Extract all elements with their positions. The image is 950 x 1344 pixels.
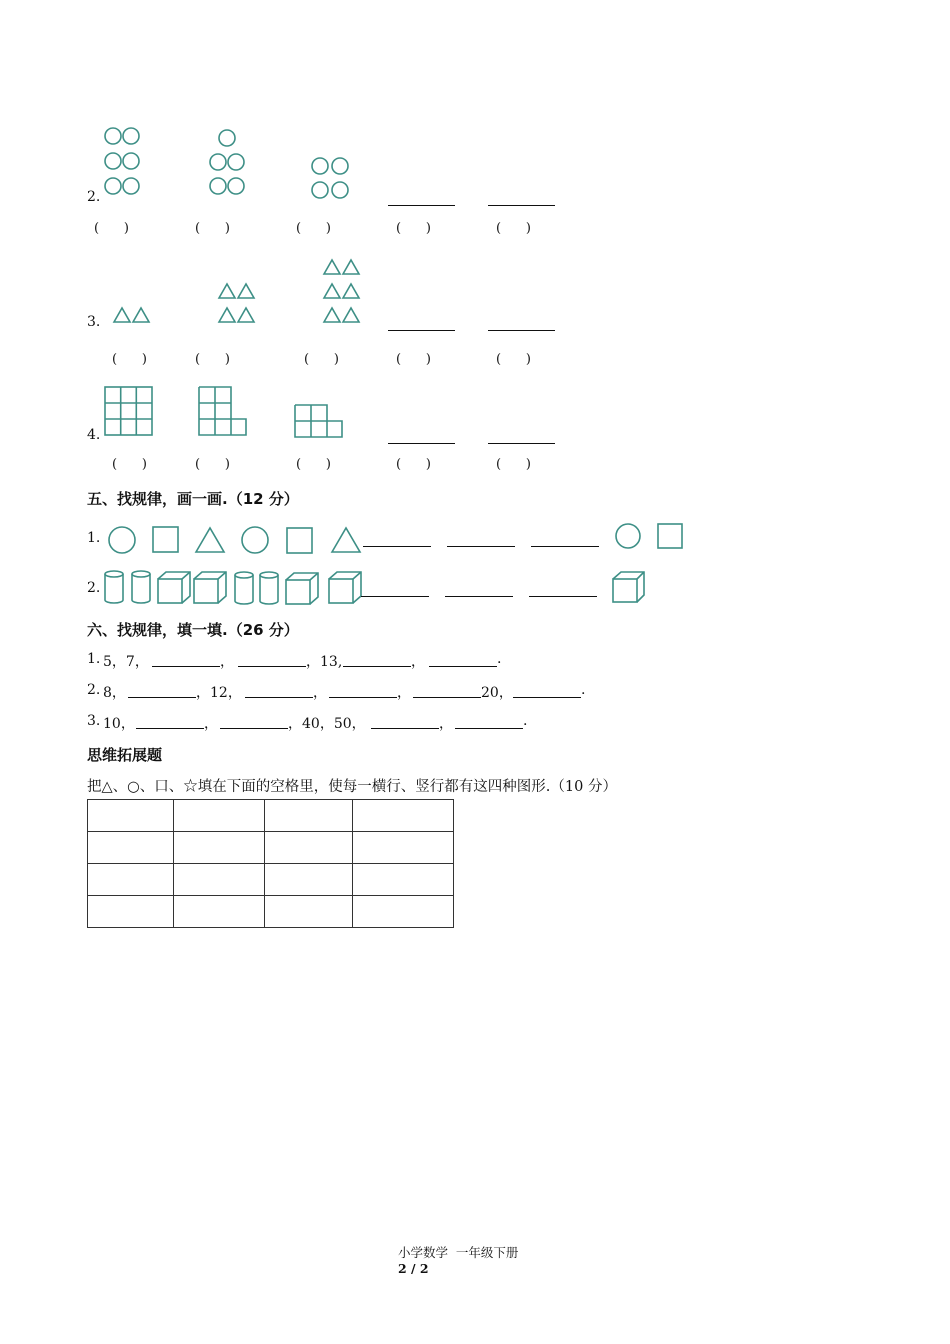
grid-cell[interactable]: [353, 864, 454, 896]
s6-q2-blank-5[interactable]: [513, 697, 581, 698]
cube-shape: [613, 572, 644, 602]
grid-cell[interactable]: [88, 800, 174, 832]
cylinder-shape: [132, 571, 150, 603]
s5-q1-blank-2[interactable]: [447, 546, 515, 547]
s6-q2-blank-4[interactable]: [413, 697, 481, 698]
q4-answer-paren-3[interactable]: ( ): [296, 457, 331, 472]
grid-cell[interactable]: [353, 896, 454, 928]
triangle-shape: [196, 528, 224, 552]
s6-q1-blank-3[interactable]: [343, 666, 411, 667]
q3-blank-2[interactable]: [488, 330, 555, 331]
q2-number: 2.: [87, 189, 101, 205]
q4-answer-paren-4[interactable]: ( ): [396, 457, 431, 472]
grid-cell[interactable]: [88, 896, 174, 928]
q3-triangles-group-1: [113, 306, 153, 326]
grid-cell[interactable]: [88, 832, 174, 864]
s6-q3-text-4: ，: [439, 716, 453, 732]
s6-q3-text-1: 10，: [103, 716, 135, 732]
q4-blank-2[interactable]: [488, 443, 555, 444]
grid-cell[interactable]: [265, 896, 353, 928]
cube-shape: [329, 572, 361, 603]
shape-fill-grid: [87, 799, 454, 928]
square-shape: [153, 527, 178, 552]
q3-triangles-group-2: [218, 282, 258, 326]
grid-cell[interactable]: [174, 832, 265, 864]
q2-answer-paren-3[interactable]: ( ): [296, 221, 331, 236]
s6-q2-text-3: ，: [313, 685, 327, 701]
q3-number: 3.: [87, 314, 101, 330]
thinking-heading: 思维拓展题: [87, 746, 163, 764]
q3-answer-paren-4[interactable]: ( ): [396, 352, 431, 367]
s6-q2-blank-3[interactable]: [329, 697, 397, 698]
section-6-heading: 六、找规律，填一填.（26 分）: [87, 621, 299, 639]
s6-q3-blank-3[interactable]: [371, 728, 439, 729]
q4-number: 4.: [87, 427, 101, 443]
q4-grid-group-1: [104, 386, 154, 436]
triangle-shape: [332, 528, 360, 552]
square-shape: [658, 524, 682, 548]
cube-shape: [158, 572, 190, 603]
s5-q2-blank-2[interactable]: [445, 596, 513, 597]
q2-answer-paren-2[interactable]: ( ): [195, 221, 230, 236]
s6-q3-text-3: ，40，50，: [288, 716, 366, 732]
grid-row: [88, 832, 454, 864]
s6-q1-text-3: ，13,: [306, 654, 343, 670]
footer-text: 小学数学 一年级下册: [397, 1245, 519, 1260]
s6-q1-text-2: ，: [220, 654, 234, 670]
grid-cell[interactable]: [174, 800, 265, 832]
grid-cell[interactable]: [265, 800, 353, 832]
s6-q2-text-1: 8，: [103, 685, 126, 701]
circle-shape: [616, 524, 640, 548]
s5-q1-blank-1[interactable]: [363, 546, 431, 547]
grid-cell[interactable]: [353, 800, 454, 832]
q3-answer-paren-3[interactable]: ( ): [304, 352, 339, 367]
grid-row: [88, 864, 454, 896]
q2-answer-paren-1[interactable]: ( ): [94, 221, 129, 236]
circle-shape: [242, 527, 268, 553]
thinking-instruction: 把△、○、口、☆填在下面的空格里，使每一横行、竖行都有这四种图形.（10 分）: [87, 779, 617, 795]
s5-q2-number: 2.: [87, 580, 101, 596]
cylinder-shape: [235, 572, 253, 604]
q2-answer-paren-5[interactable]: ( ): [496, 221, 531, 236]
grid-cell[interactable]: [353, 832, 454, 864]
grid-cell[interactable]: [88, 864, 174, 896]
s6-q1-blank-4[interactable]: [429, 666, 497, 667]
grid-row: [88, 896, 454, 928]
s6-q3-number: 3.: [87, 713, 101, 729]
q3-answer-paren-1[interactable]: ( ): [112, 352, 147, 367]
s6-q1-blank-2[interactable]: [238, 666, 306, 667]
q3-answer-paren-2[interactable]: ( ): [195, 352, 230, 367]
s6-q1-text-5: .: [497, 651, 502, 667]
s6-q1-blank-1[interactable]: [152, 666, 220, 667]
page-footer: [390, 1228, 518, 1276]
q3-answer-paren-5[interactable]: ( ): [496, 352, 531, 367]
cylinder-shape: [260, 572, 278, 604]
s6-q3-text-5: .: [523, 713, 528, 729]
q4-answer-paren-1[interactable]: ( ): [112, 457, 147, 472]
q4-grid-group-3: [294, 404, 344, 440]
s6-q2-blank-2[interactable]: [245, 697, 313, 698]
q2-blank-1[interactable]: [388, 205, 455, 206]
section-5-heading: 五、找规律，画一画.（12 分）: [87, 490, 299, 508]
q2-circles-group-1: [104, 126, 144, 186]
q4-blank-1[interactable]: [388, 443, 455, 444]
q2-blank-2[interactable]: [488, 205, 555, 206]
page-number: 2 / 2: [397, 1261, 429, 1276]
s6-q2-text-4: ，: [397, 685, 411, 701]
q4-grid-group-2: [198, 386, 248, 436]
s6-q2-blank-1[interactable]: [128, 697, 196, 698]
circle-shape: [109, 527, 135, 553]
cube-shape: [286, 573, 318, 604]
s6-q3-blank-4[interactable]: [455, 728, 523, 729]
s5-q1-number: 1.: [87, 530, 101, 546]
s6-q3-blank-2[interactable]: [220, 728, 288, 729]
cylinder-shape: [105, 571, 123, 603]
grid-cell[interactable]: [174, 896, 265, 928]
s6-q2-text-6: .: [581, 682, 586, 698]
grid-row: [88, 800, 454, 832]
s6-q1-text-1: 5，7，: [103, 654, 149, 670]
q3-blank-1[interactable]: [388, 330, 455, 331]
q2-circles-group-2: [209, 128, 249, 188]
square-shape: [287, 528, 312, 553]
s6-q1-text-4: ，: [411, 654, 425, 670]
q2-circles-group-3: [311, 157, 351, 197]
s6-q2-text-2: ，12，: [196, 685, 242, 701]
s6-q1-number: 1.: [87, 651, 101, 667]
s6-q3-blank-1[interactable]: [136, 728, 204, 729]
s6-q3-text-2: ，: [204, 716, 218, 732]
q3-triangles-group-3: [323, 258, 363, 326]
s5-q2-shape-sequence: [104, 570, 664, 606]
s6-q2-text-5: 20，: [481, 685, 513, 701]
grid-cell[interactable]: [265, 832, 353, 864]
s6-q2-number: 2.: [87, 682, 101, 698]
q2-answer-paren-4[interactable]: ( ): [396, 221, 431, 236]
grid-cell[interactable]: [174, 864, 265, 896]
s5-q1-blank-3[interactable]: [531, 546, 599, 547]
q4-answer-paren-5[interactable]: ( ): [496, 457, 531, 472]
s5-q1-shape-sequence: [106, 524, 706, 556]
cube-shape: [194, 572, 226, 603]
s5-q2-blank-3[interactable]: [529, 596, 597, 597]
s5-q2-blank-1[interactable]: [361, 596, 429, 597]
q4-answer-paren-2[interactable]: ( ): [195, 457, 230, 472]
grid-cell[interactable]: [265, 864, 353, 896]
